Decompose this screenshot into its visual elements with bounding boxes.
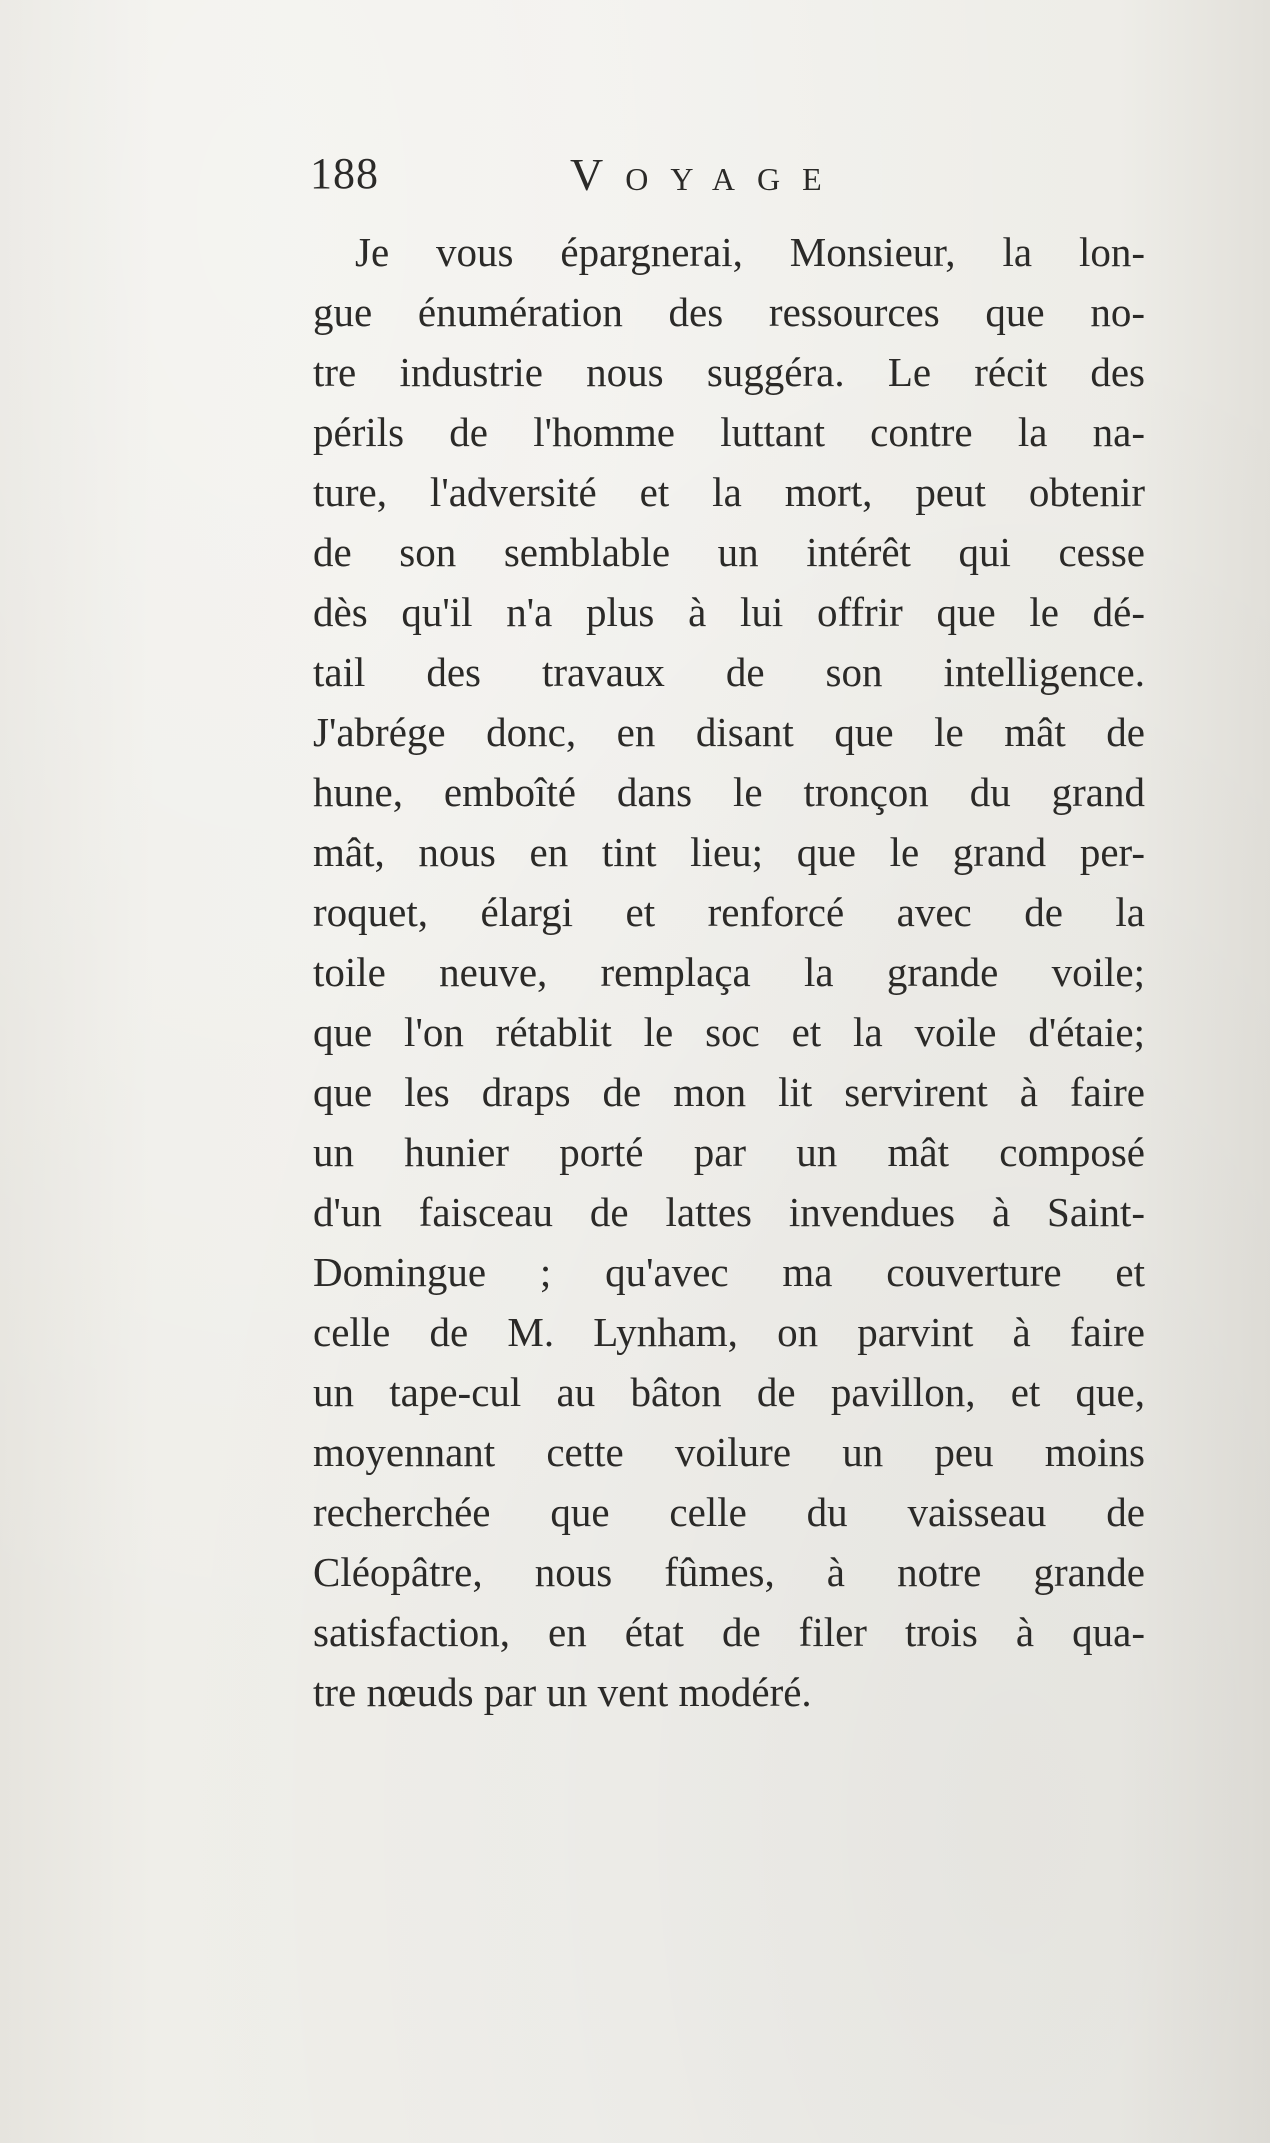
text-line: satisfaction, en état de filer trois à qua- bbox=[313, 1609, 1145, 1655]
text-line: tail des travaux de son intelligence. bbox=[313, 649, 1145, 695]
body-text bbox=[313, 222, 1145, 1722]
text-line: Je vous épargnerai, Monsieur, la lon- bbox=[355, 229, 1145, 275]
text-line: dès qu'il n'a plus à lui offrir que le dé- bbox=[313, 589, 1145, 635]
text-line: celle de M. Lynham, on parvint à faire bbox=[313, 1309, 1145, 1355]
text-line: Cléopâtre, nous fûmes, à notre grande bbox=[313, 1549, 1145, 1595]
text-line: moyennant cette voilure un peu moins bbox=[313, 1429, 1145, 1475]
text-line: tre nœuds par un vent modéré. bbox=[313, 1669, 812, 1715]
text-line: périls de l'homme luttant contre la na- bbox=[313, 409, 1145, 455]
text-line: recherchée que celle du vaisseau de bbox=[313, 1489, 1145, 1535]
text-line: Domingue ; qu'avec ma couverture et bbox=[313, 1249, 1145, 1295]
text-line: tre industrie nous suggéra. Le récit des bbox=[313, 349, 1145, 395]
text-line: toile neuve, remplaça la grande voile; bbox=[313, 949, 1145, 995]
text-line: que les draps de mon lit servirent à faire bbox=[313, 1069, 1145, 1115]
text-line: que l'on rétablit le soc et la voile d'étaie; bbox=[313, 1009, 1145, 1055]
text-line: ture, l'adversité et la mort, peut obtenir bbox=[313, 469, 1145, 515]
text-line: roquet, élargi et renforcé avec de la bbox=[313, 889, 1145, 935]
running-head: Voyage bbox=[570, 149, 844, 200]
text-line: de son semblable un intérêt qui cesse bbox=[313, 529, 1145, 575]
text-line: gue énumération des ressources que no- bbox=[313, 289, 1145, 335]
text-line: un tape-cul au bâton de pavillon, et que, bbox=[313, 1369, 1145, 1415]
text-line: J'abrége donc, en disant que le mât de bbox=[313, 709, 1145, 755]
page-number: 188 bbox=[310, 149, 379, 198]
text-line: d'un faisceau de lattes invendues à Saint- bbox=[313, 1189, 1145, 1235]
text-line: un hunier porté par un mât composé bbox=[313, 1129, 1145, 1175]
text-line: mât, nous en tint lieu; que le grand per- bbox=[313, 829, 1145, 875]
text-line: hune, emboîté dans le tronçon du grand bbox=[313, 769, 1145, 815]
page-header bbox=[310, 148, 1150, 208]
